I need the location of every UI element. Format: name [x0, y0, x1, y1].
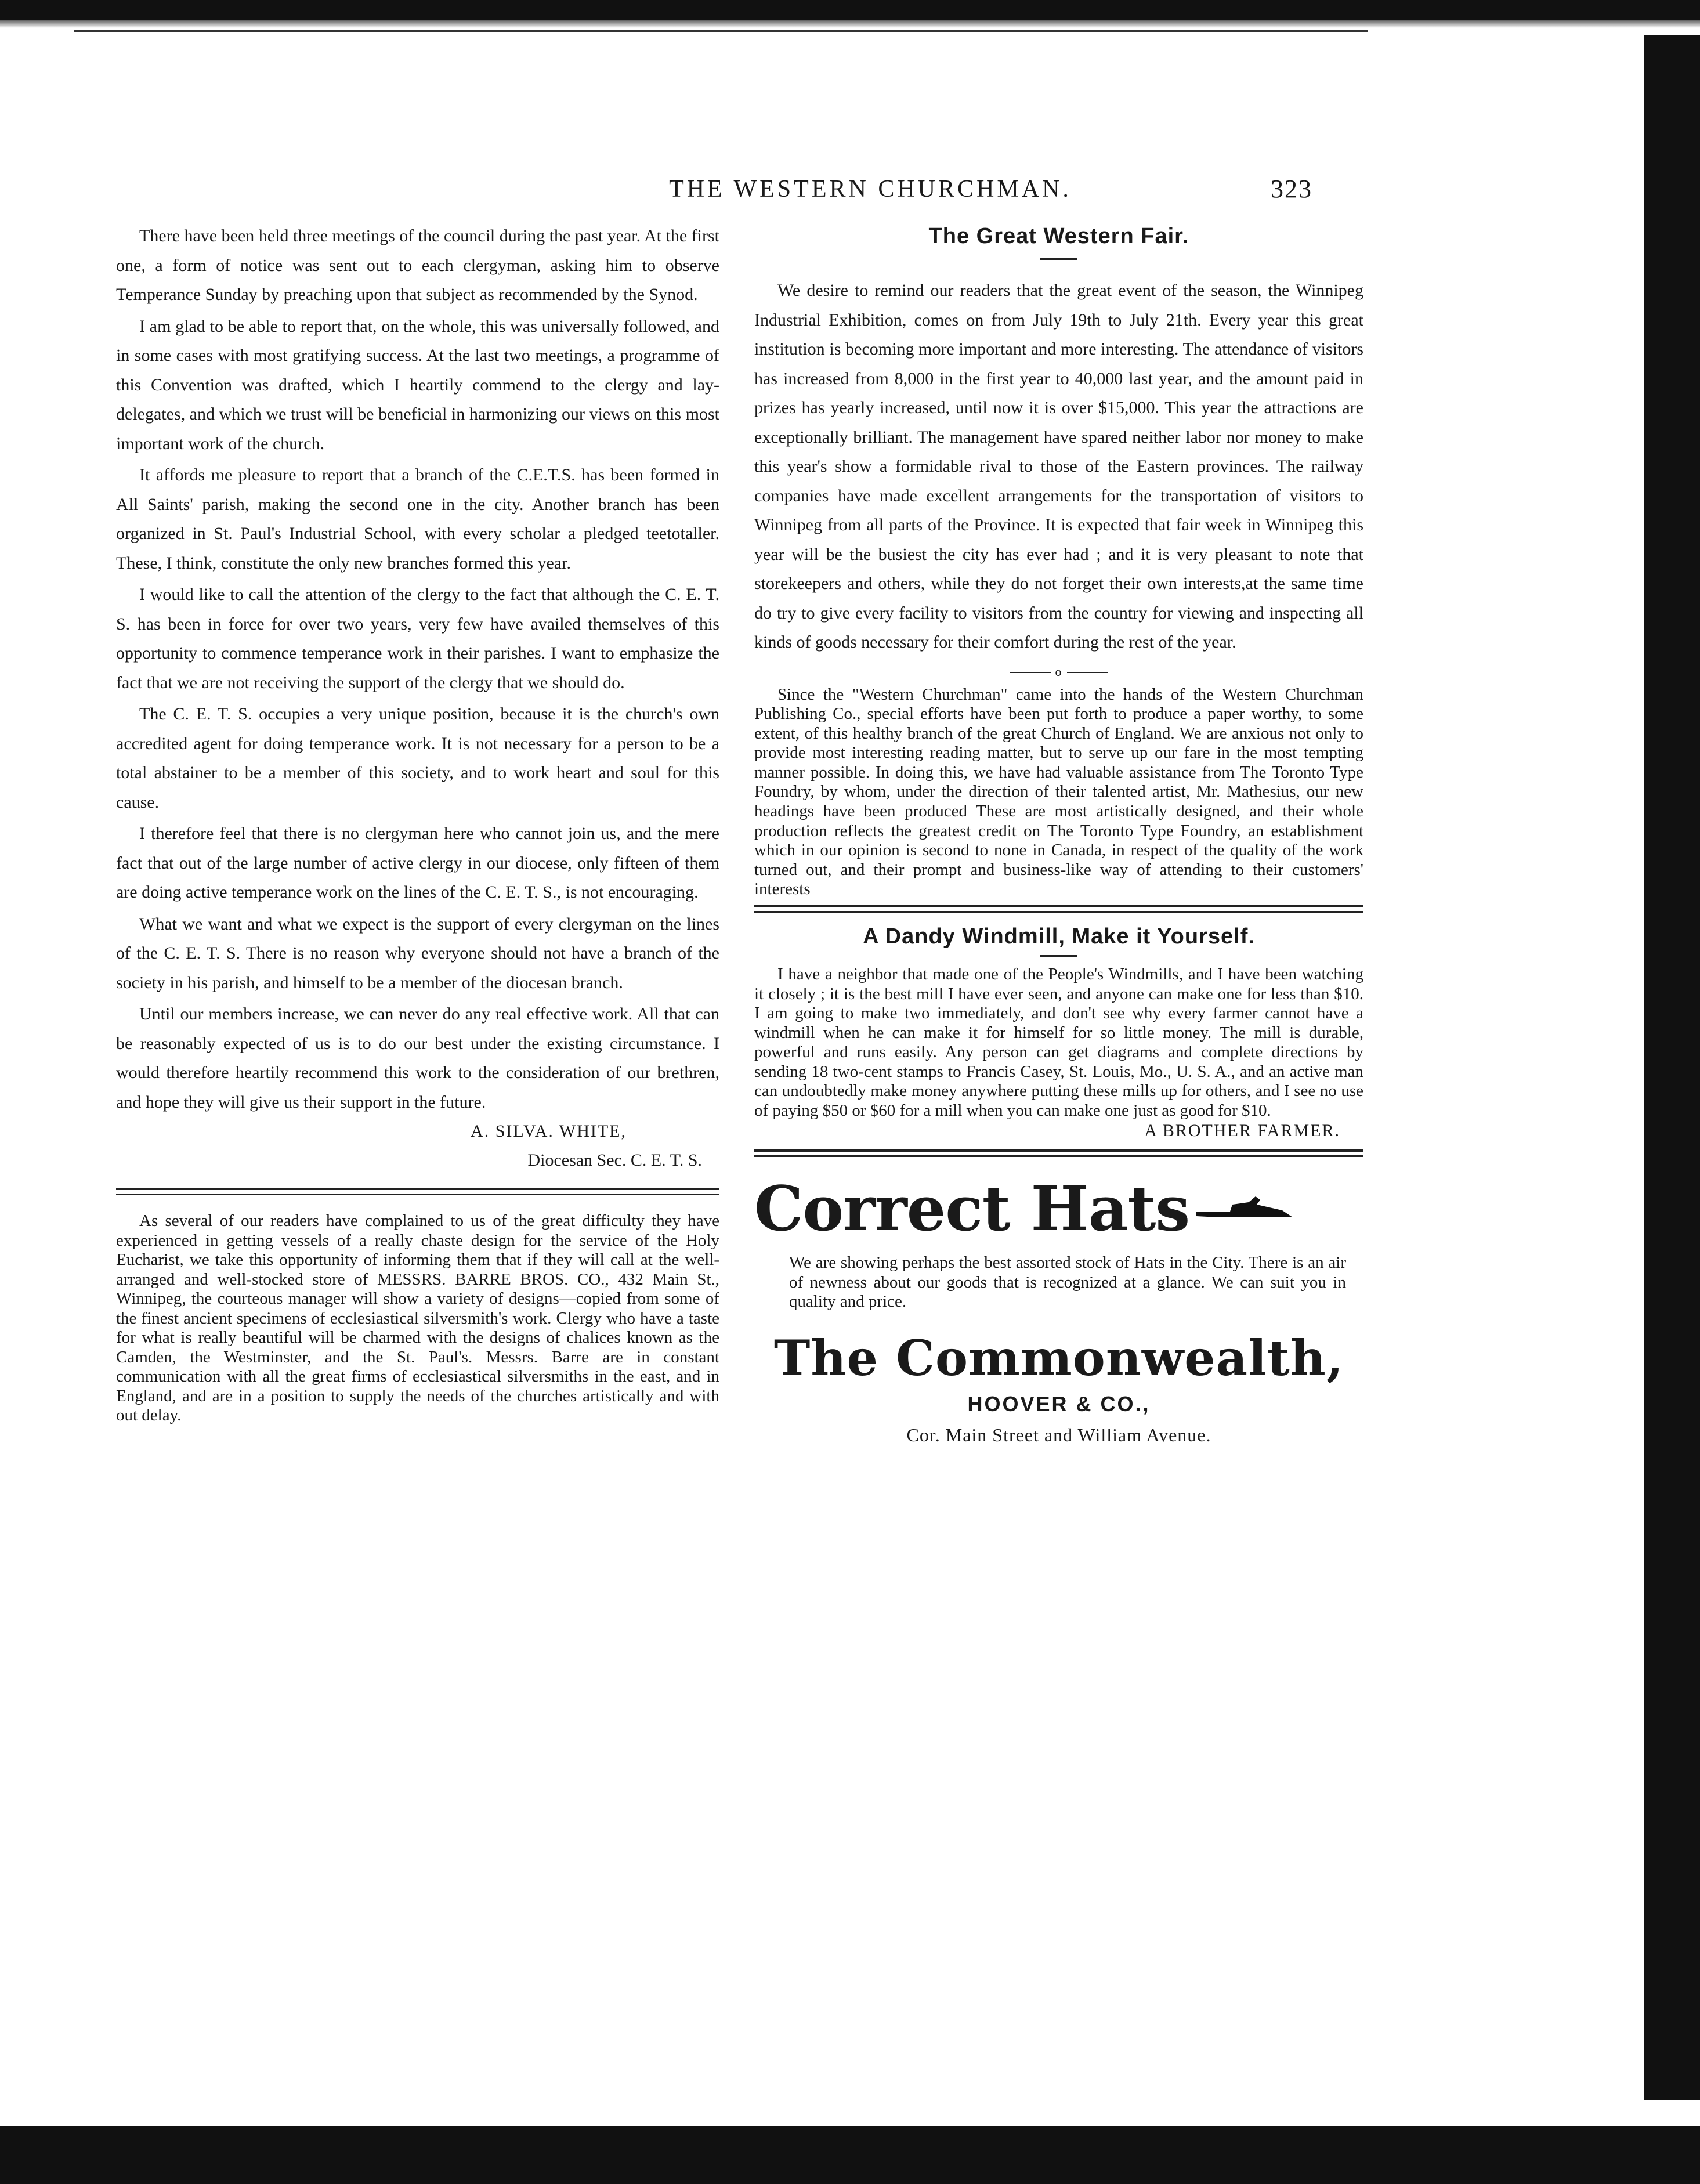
running-header-title: THE WESTERN CHURCHMAN.	[669, 176, 1072, 203]
report-paragraph: I would like to call the attention of the clergy to the fact that although the C. E. T. S. has been in force for over two years, very few have availed themselves of this opportunity to commence temperance work in their parishes. I want to emphasize the fact that we are not receiving the support of the clergy that we should do.	[116, 585, 719, 692]
report-signature-name: A. SILVA. WHITE,	[471, 1122, 627, 1141]
report-paragraph: I therefore feel that there is no clergyman here who cannot join us, and the mere fact that out of the large number of active clergy in our diocese, only fifteen of them are doing active temperance work on the lines of the C. E. T. S., is not encouraging.	[116, 824, 719, 902]
ad-firm-subtitle: HOOVER & CO.,	[967, 1391, 1151, 1416]
report-paragraph: There have been held three meetings of the council during the past year. At the first one, a form of notice was sent out to each clergyman, asking him to observe Temperance Sunday by preaching upon that subject as recommended by the Synod.	[116, 226, 719, 304]
ad-address: Cor. Main Street and William Avenue.	[906, 1424, 1211, 1445]
report-paragraph: I am glad to be able to report that, on the whole, this was universally followed, and in some cases with most gratifying success. At the last two meetings, a programme of this Convention was drafted, which I heartily commend to the clergy and lay-delegates, and which we trust will be beneficial in harmonizing our views on this most important work of the church.	[116, 316, 719, 453]
left-column	[116, 222, 719, 1426]
hats-advertisement	[754, 1164, 1363, 1446]
report-signature-title: Diocesan Sec. C. E. T. S.	[527, 1151, 702, 1170]
page-number: 323	[1271, 175, 1312, 203]
ad-title-text: Correct Hats	[754, 1172, 1190, 1245]
section-double-rule	[754, 1149, 1363, 1157]
pointing-hand-icon	[1195, 1164, 1294, 1232]
fair-paragraph: We desire to remind our readers that the great event of the season, the Winnipeg Industrial Exhibition, comes on from July 19th to July 21th. Every year this great institution is becoming more important and more interesting. The attendance of visitors has increased from 8,000 in the first year to 40,000 last year, and the amount paid in prizes has yearly increased, until now it is over $15,000. This year the attractions are exceptionally brilliant. The management have spared neither labor nor money to make this year's show a formidable rival to those of the Eastern provinces. The railway companies have made excellent arrangements for the transportation of visitors to Winnipeg from all parts of the Province. It is expected that fair week in Winnipeg this year will be the busiest the city has ever had ; and it is very pleasant to note that storekeepers and others, while they do not forget their own interests,at the same time do try to give every facility to visitors from the country for viewing and inspecting all kinds of goods necessary for their comfort during the rest of the year.	[754, 281, 1363, 652]
ad-firm-name: The Commonwealth,	[773, 1329, 1344, 1387]
divider-mark: o	[1055, 664, 1063, 679]
section-divider	[754, 664, 1363, 679]
report-paragraph: What we want and what we expect is the support of every clergyman on the lines of the C. E. T. S. There is no reason why everyone should not have a branch of the society in his parish, and himself to be a member of the diocesan branch.	[116, 914, 719, 992]
report-paragraph: It affords me pleasure to report that a branch of the C.E.T.S. has been formed in All Saints' parish, making the second one in the city. Another branch has been organized in St. Paul's Industrial School, with every scholar a pledged teetotaller. These, I think, constitute the only new branches formed this year.	[116, 465, 719, 573]
windmill-signature: A BROTHER FARMER.	[1144, 1121, 1340, 1141]
churchman-paragraph: Since the "Western Churchman" came into the hands of the Western Churchman Publishing Co., special efforts have been put forth to produce a paper worthy, to some extent, of this healthy branch of the great Church of England. We are anxious not only to provide most interesting reading matter, but to serve up our fare in the most tempting manner possible. In doing this, we have had valuable assistance from The Toronto Type Foundry, by whom, under the direction of their talented artist, Mr. Mathesius, our new headings have been produced These are most artistically designed, and their whole production reflects the greatest credit on The Toronto Type Foundry, an establishment which in our opinion is second to none in Canada, in respect of the quality of the work turned out, and their prompt and business-like way of attending to their customers' interests	[754, 685, 1363, 899]
windmill-paragraph: I have a neighbor that made one of the People's Windmills, and I have been watching it closely ; it is the best mill I have ever seen, and anyone can make one for less than $10. I am going to make two immediately, and don't see why every farmer cannot have a windmill when he can make it for himself for so little money. The mill is durable, powerful and runs easily. Any person can get diagrams and complete directions by sending 18 two-cent stamps to Francis Casey, St. Louis, Mo., U. S. A., and an active man can undoubtedly make money anywhere putting these mills up for others, and I see no use of paying $50 or $60 for a mill when you can make one just as good for $10.	[754, 965, 1363, 1120]
scan-edge-shadow	[0, 20, 1700, 28]
scan-edge-top	[0, 0, 1700, 20]
heading-separator	[1040, 258, 1077, 260]
scan-edge-right	[1644, 35, 1700, 2100]
right-column	[754, 222, 1363, 1446]
report-paragraph: The C. E. T. S. occupies a very unique position, because it is the church's own accredited agent for doing temperance work. It is not necessary for a person to be a total abstainer to be a member of this society, and to work heart and soul for this cause.	[116, 704, 719, 812]
section-double-rule	[754, 905, 1363, 913]
heading-separator	[1040, 955, 1077, 957]
windmill-heading: A Dandy Windmill, Make it Yourself.	[863, 924, 1255, 949]
ad-body: We are showing perhaps the best assorted stock of Hats in the City. There is an air of newness about our goods that is recognized at a glance. We can suit you in quality and price.	[789, 1253, 1346, 1311]
section-double-rule	[116, 1188, 719, 1195]
ad-title	[754, 1164, 1363, 1243]
scan-edge-bottom	[0, 2126, 1700, 2184]
fair-heading: The Great Western Fair.	[928, 224, 1189, 248]
barre-bros-notice: As several of our readers have complained to us of the great difficulty they have experienced in getting vessels of a really chaste design for the service of the Holy Eucharist, we take this opportunity of informing them that if they will call at the well-arranged and well-stocked store of MESSRS. BARRE BROS. CO., 432 Main St., Winnipeg, the courteous manager will show a variety of designs—copied from some of the finest ancient specimens of ecclesiastical silversmith's work. Clergy who have a taste for what is really beautiful will be charmed with the designs of chalices known as the Camden, the Westminster, and the St. Paul's. Messrs. Barre are in constant communication with all the great firms of ecclesiastical silversmiths in the east, and in England, and are in a position to supply the needs of the churches artistically and with out delay.	[116, 1212, 719, 1424]
report-paragraph: Until our members increase, we can never do any real effective work. All that can be reasonably expected of us is to do our best under the existing circumstance. I would therefore heartily recommend this work to the consideration of our brethren, and hope they will give us their support in the future.	[116, 1004, 719, 1112]
page-top-rule	[74, 30, 1368, 32]
